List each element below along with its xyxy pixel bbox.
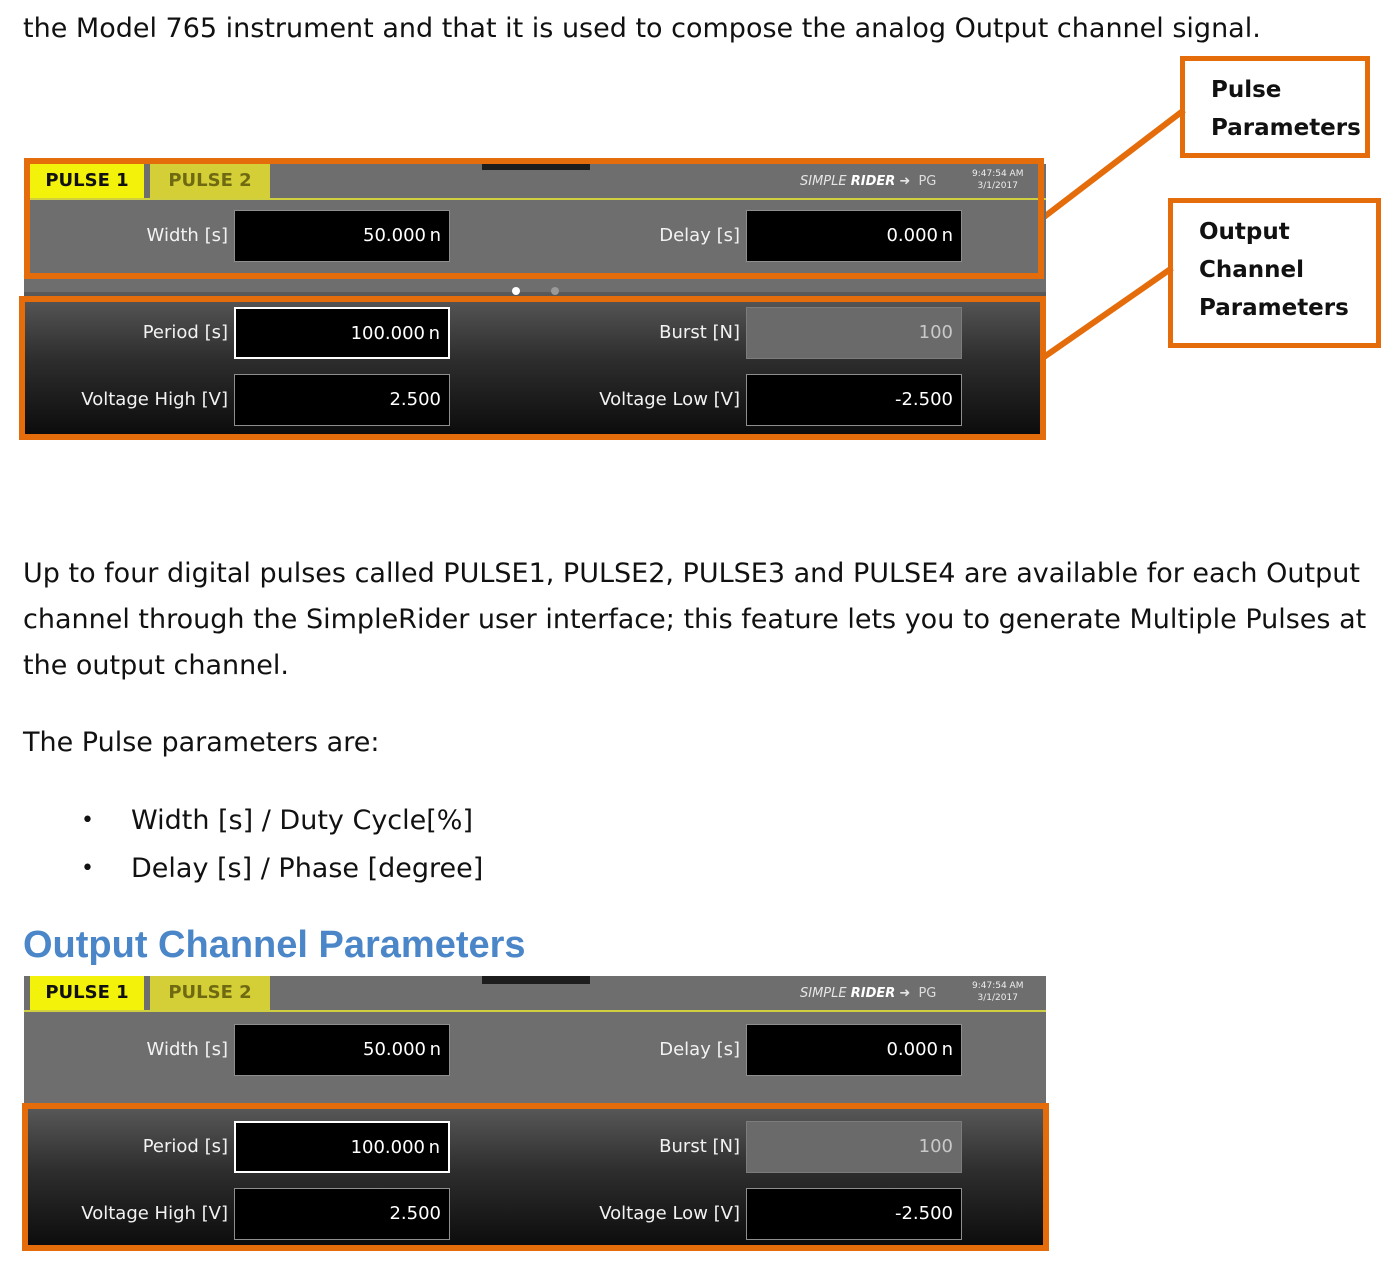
instrument-panel-1 bbox=[24, 164, 1046, 439]
section-heading: Output Channel Parameters bbox=[23, 924, 526, 966]
list-item: • Width [s] / Duty Cycle[%] bbox=[23, 797, 823, 845]
page-dot[interactable] bbox=[551, 287, 559, 295]
delay-label: Delay [s] bbox=[659, 1039, 740, 1060]
double-arrow-icon: ➜ bbox=[899, 986, 911, 1001]
callout-line: Output bbox=[1199, 219, 1290, 245]
period-field[interactable]: 100.000 n bbox=[234, 1121, 450, 1173]
intro-text: the Model 765 instrument and that it is used to compose the analog Output channel signal. bbox=[23, 13, 1261, 44]
drag-handle[interactable] bbox=[482, 976, 590, 984]
tab-pulse-1[interactable]: PULSE 1 bbox=[30, 976, 144, 1010]
tab-pulse-2[interactable]: PULSE 2 bbox=[150, 164, 270, 198]
voltage-high-field[interactable]: 2.500 bbox=[234, 1188, 450, 1240]
instrument-panel-2 bbox=[24, 976, 1046, 1251]
clock: 9:47:54 AM 3/1/2017 bbox=[972, 981, 1024, 1003]
tab-pulse-2[interactable]: PULSE 2 bbox=[150, 976, 270, 1010]
burst-label: Burst [N] bbox=[659, 322, 740, 343]
voltage-low-field[interactable]: -2.500 bbox=[746, 374, 962, 426]
brand-logo: SIMPLE RIDER ➜ PG bbox=[800, 174, 937, 189]
burst-field[interactable]: 100 bbox=[746, 307, 962, 359]
tab-pulse-1[interactable]: PULSE 1 bbox=[30, 164, 144, 198]
period-field[interactable]: 100.000 n bbox=[234, 307, 450, 359]
list-item: • Delay [s] / Phase [degree] bbox=[23, 845, 823, 893]
delay-field[interactable]: 0.000 n bbox=[746, 210, 962, 262]
width-field[interactable]: 50.000 n bbox=[234, 1024, 450, 1076]
callout-line: Pulse bbox=[1211, 77, 1282, 103]
voltage-high-label: Voltage High [V] bbox=[81, 1203, 228, 1224]
callout-line: Parameters bbox=[1199, 295, 1349, 321]
paragraph-pulses: Up to four digital pulses called PULSE1, PULSE2, PULSE3 and PULSE4 are available for each Output channel through the SimpleRider user interface; this feature lets you to generate Multiple Pulses at the output channel. bbox=[23, 558, 1367, 681]
width-label: Width [s] bbox=[146, 225, 228, 246]
drag-handle[interactable] bbox=[482, 164, 590, 170]
voltage-low-label: Voltage Low [V] bbox=[599, 389, 740, 410]
width-label: Width [s] bbox=[146, 1039, 228, 1060]
burst-field[interactable]: 100 bbox=[746, 1121, 962, 1173]
callout-line: Channel bbox=[1199, 257, 1305, 283]
voltage-high-label: Voltage High [V] bbox=[81, 389, 228, 410]
width-field[interactable]: 50.000 n bbox=[234, 210, 450, 262]
period-label: Period [s] bbox=[142, 1136, 228, 1157]
voltage-low-label: Voltage Low [V] bbox=[599, 1203, 740, 1224]
clock: 9:47:54 AM 3/1/2017 bbox=[972, 169, 1024, 191]
voltage-low-field[interactable]: -2.500 bbox=[746, 1188, 962, 1240]
brand-logo: SIMPLE RIDER ➜ PG bbox=[800, 986, 937, 1001]
delay-field[interactable]: 0.000 n bbox=[746, 1024, 962, 1076]
paragraph-pulse-parameters: The Pulse parameters are: bbox=[23, 727, 380, 758]
callout-line: Parameters bbox=[1211, 115, 1361, 141]
voltage-high-field[interactable]: 2.500 bbox=[234, 374, 450, 426]
delay-label: Delay [s] bbox=[659, 225, 740, 246]
bullet-list bbox=[23, 797, 823, 893]
bullet-icon: • bbox=[81, 808, 94, 833]
burst-label: Burst [N] bbox=[659, 1136, 740, 1157]
bullet-icon: • bbox=[81, 856, 94, 881]
double-arrow-icon: ➜ bbox=[899, 174, 911, 189]
period-label: Period [s] bbox=[142, 322, 228, 343]
page-dot-active[interactable] bbox=[512, 287, 520, 295]
